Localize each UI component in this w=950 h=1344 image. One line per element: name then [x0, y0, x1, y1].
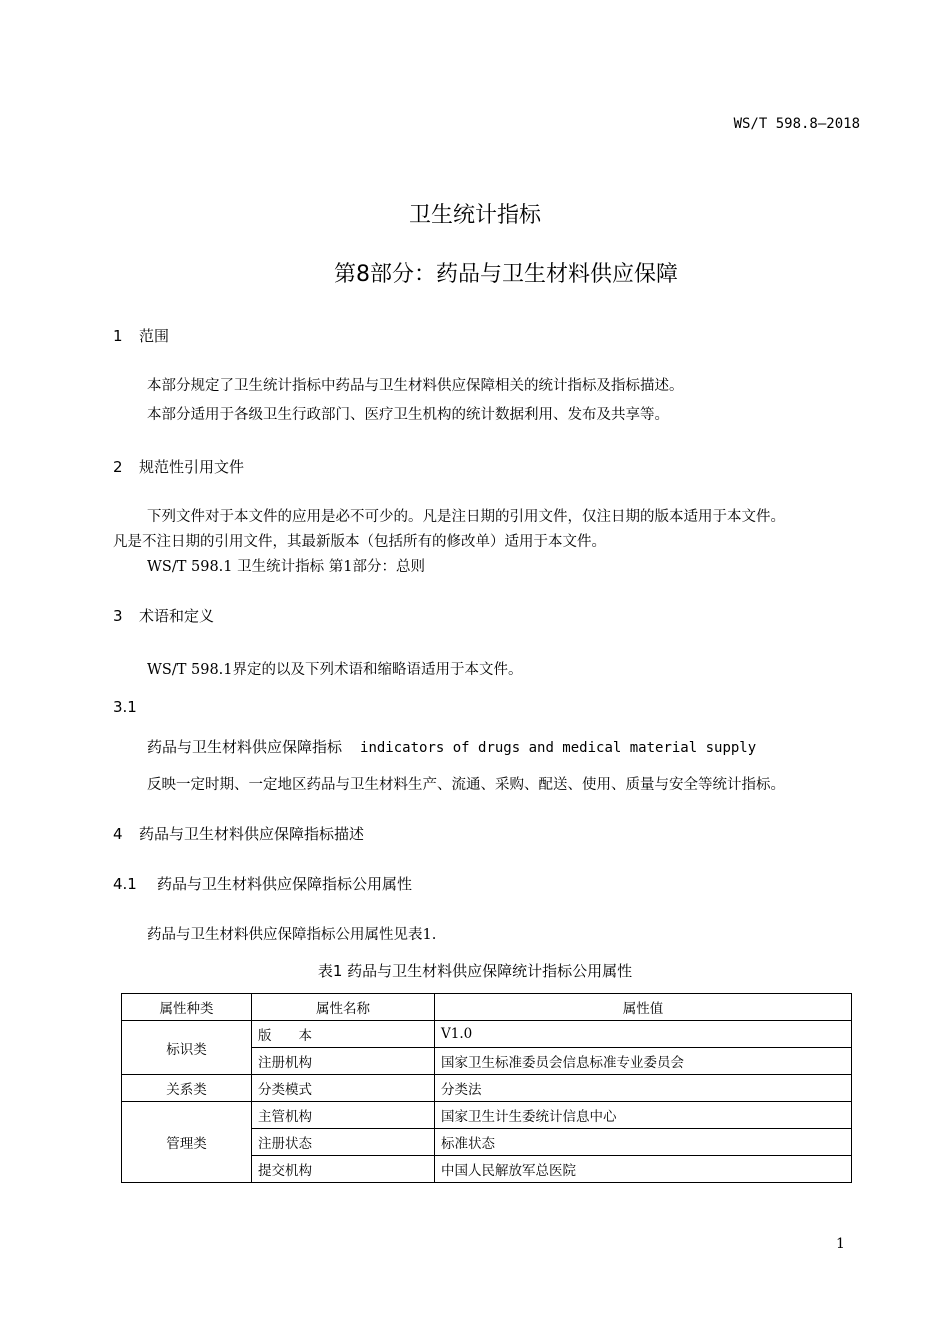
terms-paragraph: WS/T 598.1界定的以及下列术语和缩略语适用于本文件。 [147, 662, 523, 678]
scope-paragraph-1: 本部分规定了卫生统计指标中药品与卫生材料供应保障相关的统计指标及指标描述。 [147, 378, 684, 394]
page-number: 1 [836, 1236, 845, 1252]
document-title: 卫生统计指标 [408, 203, 541, 228]
table-caption: 表1 药品与卫生材料供应保障统计指标公用属性 [317, 962, 633, 980]
section-title: 术语和定义 [139, 607, 215, 625]
attribute-name-cell: 注册机构 [252, 1048, 435, 1075]
table-row [122, 1075, 852, 1102]
attribute-name-cell: 注册状态 [252, 1129, 435, 1156]
attribute-name-cell: 版 本 [252, 1021, 435, 1048]
attribute-value-cell: V1.0 [435, 1021, 852, 1048]
section-title: 规范性引用文件 [139, 458, 245, 476]
section-3-heading [113, 605, 214, 626]
section-2-heading [113, 456, 244, 477]
attribute-value-cell: 中国人民解放军总医院 [435, 1156, 852, 1183]
scope-paragraph-2: 本部分适用于各级卫生行政部门、医疗卫生机构的统计数据利用、发布及共享等。 [147, 407, 669, 423]
section-title: 药品与卫生材料供应保障指标描述 [139, 825, 365, 843]
section-4-1-heading [113, 873, 412, 894]
term-entry [147, 736, 756, 757]
section-4-heading [113, 823, 364, 844]
category-cell: 管理类 [122, 1102, 252, 1183]
attribute-name-cell: 主管机构 [252, 1102, 435, 1129]
section-1-heading [113, 325, 169, 346]
term-english: indicators of drugs and medical material supply [360, 740, 757, 756]
clause-3-1-number: 3.1 [113, 698, 137, 716]
attributes-table [121, 993, 852, 1183]
document-subtitle: 第8部分：药品与卫生材料供应保障 [334, 262, 678, 287]
section-title: 范围 [139, 327, 170, 345]
subsection-title: 药品与卫生材料供应保障指标公用属性 [157, 875, 413, 893]
category-cell: 关系类 [122, 1075, 252, 1102]
table-row [122, 1102, 852, 1129]
references-paragraph-line-2: 凡是不注日期的引用文件，其最新版本（包括所有的修改单）适用于本文件。 [113, 534, 606, 550]
section-number: 2 [113, 458, 123, 476]
section-number: 1 [113, 327, 123, 345]
table-reference-paragraph: 药品与卫生材料供应保障指标公用属性见表1. [147, 927, 437, 943]
table-row [122, 1021, 852, 1048]
category-cell: 标识类 [122, 1021, 252, 1075]
section-number: 3 [113, 607, 123, 625]
normative-reference: WS/T 598.1 卫生统计指标 第1部分：总则 [147, 559, 425, 575]
attribute-value-cell: 标准状态 [435, 1129, 852, 1156]
term-definition: 反映一定时期、一定地区药品与卫生材料生产、流通、采购、配送、使用、质量与安全等统计指标。 [147, 777, 785, 793]
table-header-row [122, 994, 852, 1021]
subsection-number: 4.1 [113, 875, 137, 893]
attribute-value-cell: 分类法 [435, 1075, 852, 1102]
header-cell: 属性名称 [252, 994, 435, 1021]
attribute-value-cell: 国家卫生标准委员会信息标准专业委员会 [435, 1048, 852, 1075]
attribute-name-cell: 分类模式 [252, 1075, 435, 1102]
section-number: 4 [113, 825, 123, 843]
standard-code: WS/T 598.8—2018 [733, 116, 860, 132]
header-cell: 属性种类 [122, 994, 252, 1021]
attribute-value-cell: 国家卫生计生委统计信息中心 [435, 1102, 852, 1129]
term-chinese: 药品与卫生材料供应保障指标 [147, 738, 343, 756]
header-cell: 属性值 [435, 994, 852, 1021]
attribute-name-cell: 提交机构 [252, 1156, 435, 1183]
references-paragraph-line-1: 下列文件对于本文件的应用是必不可少的。凡是注日期的引用文件，仅注日期的版本适用于本文件。 [147, 509, 785, 525]
